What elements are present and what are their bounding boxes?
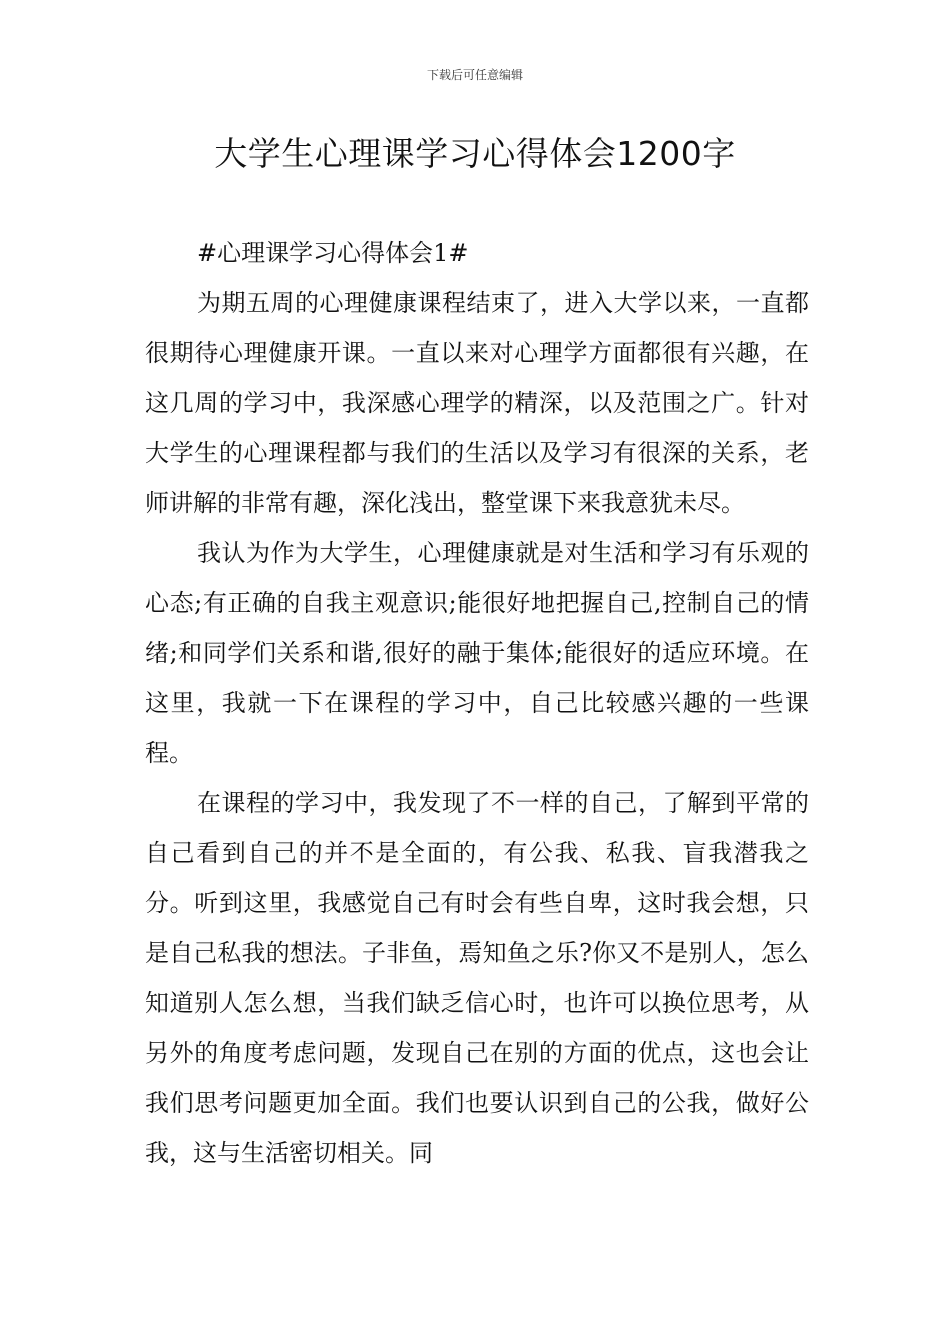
document-body	[145, 228, 809, 1178]
paragraph-1: 为期五周的心理健康课程结束了，进入大学以来，一直都很期待心理健康开课。一直以来对心理学方面都很有兴趣，在这几周的学习中，我深感心理学的精深，以及范围之广。针对大学生的心理课程都与我们的生活以及学习有很深的关系，老师讲解的非常有趣，深化浅出，整堂课下来我意犹未尽。	[145, 289, 809, 517]
document-title: 大学生心理课学习心得体会1200字	[214, 134, 736, 173]
header-note: 下载后可任意编辑	[426, 68, 523, 82]
paragraph-3: 在课程的学习中，我发现了不一样的自己，了解到平常的自己看到自己的并不是全面的，有公我、私我、盲我潜我之分。听到这里，我感觉自己有时会有些自卑，这时我会想，只是自己私我的想法。子非鱼，焉知鱼之乐?你又不是别人，怎么知道别人怎么想，当我们缺乏信心时，也许可以换位思考，从另外的角度考虑问题，发现自己在别的方面的优点，这也会让我们思考问题更加全面。我们也要认识到自己的公我，做好公我，这与生活密切相关。同	[145, 789, 809, 1167]
paragraph-2: 我认为作为大学生，心理健康就是对生活和学习有乐观的心态;有正确的自我主观意识;能很好地把握自己,控制自己的情绪;和同学们关系和谐,很好的融于集体;能很好的适应环境。在这里，我就一下在课程的学习中，自己比较感兴趣的一些课程。	[145, 539, 809, 767]
section-heading: #心理课学习心得体会1#	[197, 239, 469, 267]
